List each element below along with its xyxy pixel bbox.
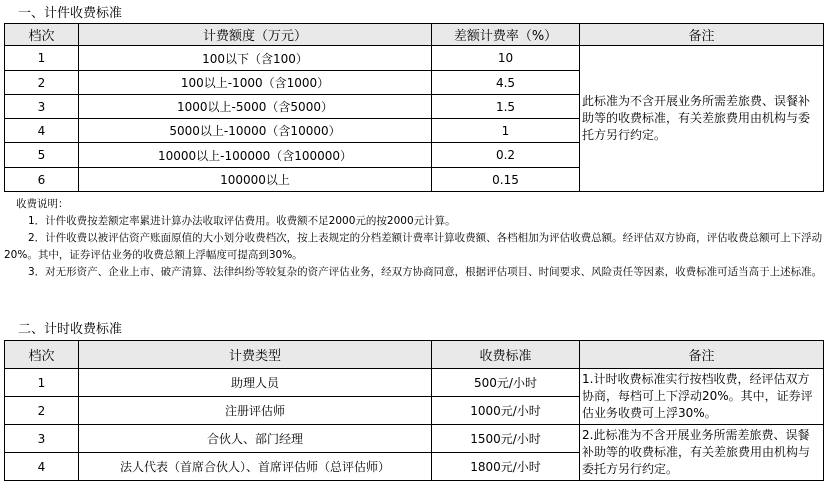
cell-rate: 1: [432, 119, 580, 143]
cell-level: 5: [5, 143, 79, 168]
notes-heading: 收费说明：: [16, 198, 69, 210]
header-remark: 备注: [580, 341, 824, 369]
hourly-fee-table: [4, 340, 824, 481]
cell-amount: 5000以上-10000（含10000）: [79, 119, 432, 143]
piece-fee-table: [4, 23, 824, 192]
cell-level: 3: [5, 95, 79, 119]
cell-amount: 100以上-1000（含1000）: [79, 71, 432, 95]
header-amount: 计费额度（万元）: [79, 24, 432, 46]
cell-remark: 此标准为不含开展业务所需差旅费、误餐补助等的收费标准，有关差旅费用由机构与委托方另行约定。: [580, 46, 824, 192]
cell-level: 3: [5, 425, 79, 453]
fee-notes: [4, 196, 823, 281]
cell-level: 6: [5, 168, 79, 192]
cell-rate: 0.15: [432, 168, 580, 192]
cell-rate: 10: [432, 46, 580, 71]
cell-type: 合伙人、部门经理: [79, 425, 432, 453]
cell-standard: 1500元/小时: [432, 425, 580, 453]
cell-type: 注册评估师: [79, 397, 432, 425]
table-header-row: [5, 24, 824, 46]
cell-amount: 10000以上-100000（含100000）: [79, 143, 432, 168]
cell-standard: 500元/小时: [432, 369, 580, 397]
header-rate: 差额计费率（%）: [432, 24, 580, 46]
cell-amount: 100以下（含100）: [79, 46, 432, 71]
cell-level: 1: [5, 369, 79, 397]
header-level: 档次: [5, 24, 79, 46]
cell-level: 4: [5, 453, 79, 481]
table-header-row: [5, 341, 824, 369]
section2-title: 二、计时收费标准: [18, 322, 123, 337]
header-standard: 收费标准: [432, 341, 580, 369]
cell-type: 助理人员: [79, 369, 432, 397]
header-type: 计费类型: [79, 341, 432, 369]
cell-standard: 1000元/小时: [432, 397, 580, 425]
cell-level: 4: [5, 119, 79, 143]
cell-amount: 1000以上-5000（含5000）: [79, 95, 432, 119]
header-remark: 备注: [580, 24, 824, 46]
note-item: 1．计件收费按差额定率累进计算办法收取评估费用。收费额不足2000元的按2000元计算。: [28, 215, 456, 227]
cell-rate: 1.5: [432, 95, 580, 119]
cell-amount: 100000以上: [79, 168, 432, 192]
cell-type: 法人代表（首席合伙人）、首席评估师（总评估师）: [79, 453, 432, 481]
cell-remark-1: 1.计时收费标准实行按档收费，经评估双方协商，每档可上下浮动20%。其中，证券评估业务收费可上浮30%。: [580, 369, 824, 425]
section1-title: 一、计件收费标准: [18, 6, 123, 21]
table-row: [5, 425, 824, 453]
cell-level: 1: [5, 46, 79, 71]
table-row: [5, 46, 824, 71]
cell-rate: 0.2: [432, 143, 580, 168]
cell-standard: 1800元/小时: [432, 453, 580, 481]
table-row: [5, 369, 824, 397]
note-item: 3．对无形资产、企业上市、破产清算、法律纠纷等较复杂的资产评估业务，经双方协商同意，根据评估项目、时间要求、风险责任等因素，收费标准可适当高于上述标准。: [28, 266, 823, 278]
cell-remark-2: 2.此标准为不含开展业务所需差旅费、误餐补助等的收费标准，有关差旅费用由机构与委托方另行约定。: [580, 425, 824, 481]
header-level: 档次: [5, 341, 79, 369]
cell-level: 2: [5, 397, 79, 425]
cell-rate: 4.5: [432, 71, 580, 95]
note-item: 2．计件收费以被评估资产账面原值的大小划分收费档次，按上表规定的分档差额计费率计算收费额、各档相加为评估收费总额。经评估双方协商，评估收费总额可上下浮动20%。其中，证券评估业务的收费总额上浮幅度可提高到30%。: [4, 232, 823, 261]
cell-level: 2: [5, 71, 79, 95]
